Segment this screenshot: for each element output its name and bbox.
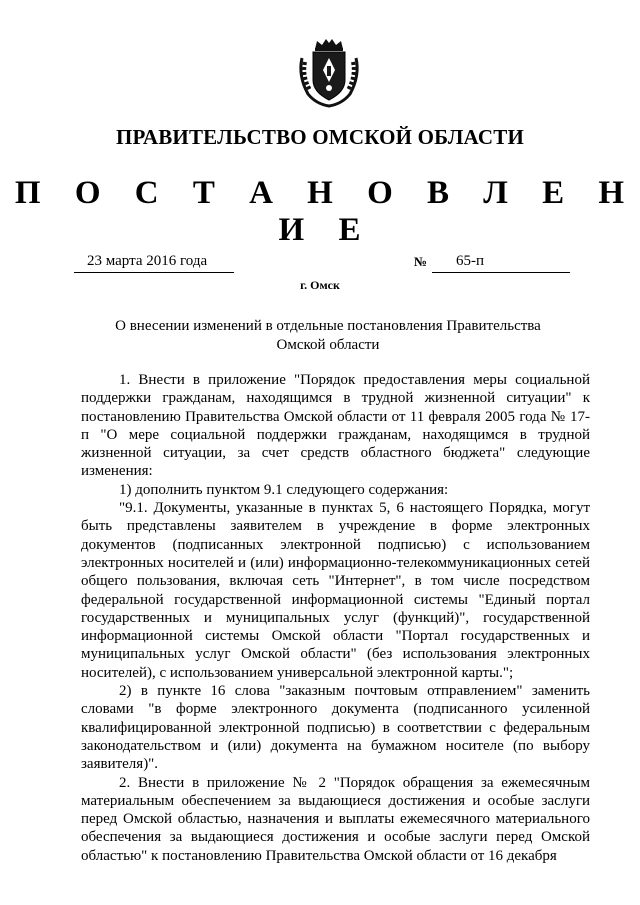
subject-line-2: Омской области [276, 337, 380, 353]
document-type-title: П О С Т А Н О В Л Е Н И Е [14, 175, 638, 248]
city-name: г. Омск [300, 278, 340, 292]
number-sign: № [414, 254, 428, 269]
document-date-field [74, 253, 234, 273]
number-underline [432, 253, 570, 273]
paragraph: 2. Внести в приложение № 2 "Порядок обращения за ежемесячным материальным обеспечением за выдающиеся достижения и особые заслуги перед Омской областью, назначения и выплаты ежемесячного материального обеспечения за выдающиеся достижения и особые заслуги перед Омской областью" к постановлению Правительства Омской области от 16 декабря [81, 774, 590, 864]
document-date: 23 марта 2016 года [87, 253, 208, 269]
document-number-field [414, 253, 570, 272]
document-number: 65-п [456, 253, 485, 269]
paragraph: 1. Внести в приложение "Порядок предоставления меры социальной поддержки гражданам, находящимся в трудной жизненной ситуации" к постановлению Правительства Омской области от 11 февраля 2005 года № 17-п "О мере социальной поддержки гражданам, находящимся в трудной жизненной ситуации, за счет средств областного бюджета" следующие изменения: [81, 372, 590, 480]
paragraph: 1) дополнить пунктом 9.1 следующего содержания: [119, 481, 449, 498]
paragraph: 2) в пункте 16 слова "заказным почтовым отправлением" заменить словами "в форме электронного документа (подписанного усиленной квалифицированной электронной подписью) в соответствии с федеральным законодательством и (или) документа на бумажном носителе (по выбору заявителя)". [81, 683, 590, 773]
paragraph: "9.1. Документы, указанные в пунктах 5, 6 настоящего Порядка, могут быть представлены заявителем в учреждение в форме электронных документов (подписанных электронной подписью) с использованием электронных носителей и (или) информационно-телекоммуникационных сетей общего пользования, включая сеть "Интернет", в том числе посредством федеральной государственной информационной системы "Единый портал государственных и муниципальных услуг (функций)", государственной информационной системы Омской области "Портал государственных и муниципальных услуг Омской области" (без использования электронных носителей), с использованием универсальной электронной карты."; [81, 500, 590, 681]
subject-line-1: О внесении изменений в отдельные постановления Правительства [115, 318, 541, 334]
document-subject [60, 317, 596, 355]
organization-name: ПРАВИТЕЛЬСТВО ОМСКОЙ ОБЛАСТИ [115, 125, 524, 149]
omsk-region-coat-of-arms-icon [296, 36, 362, 108]
document-body [81, 371, 590, 865]
